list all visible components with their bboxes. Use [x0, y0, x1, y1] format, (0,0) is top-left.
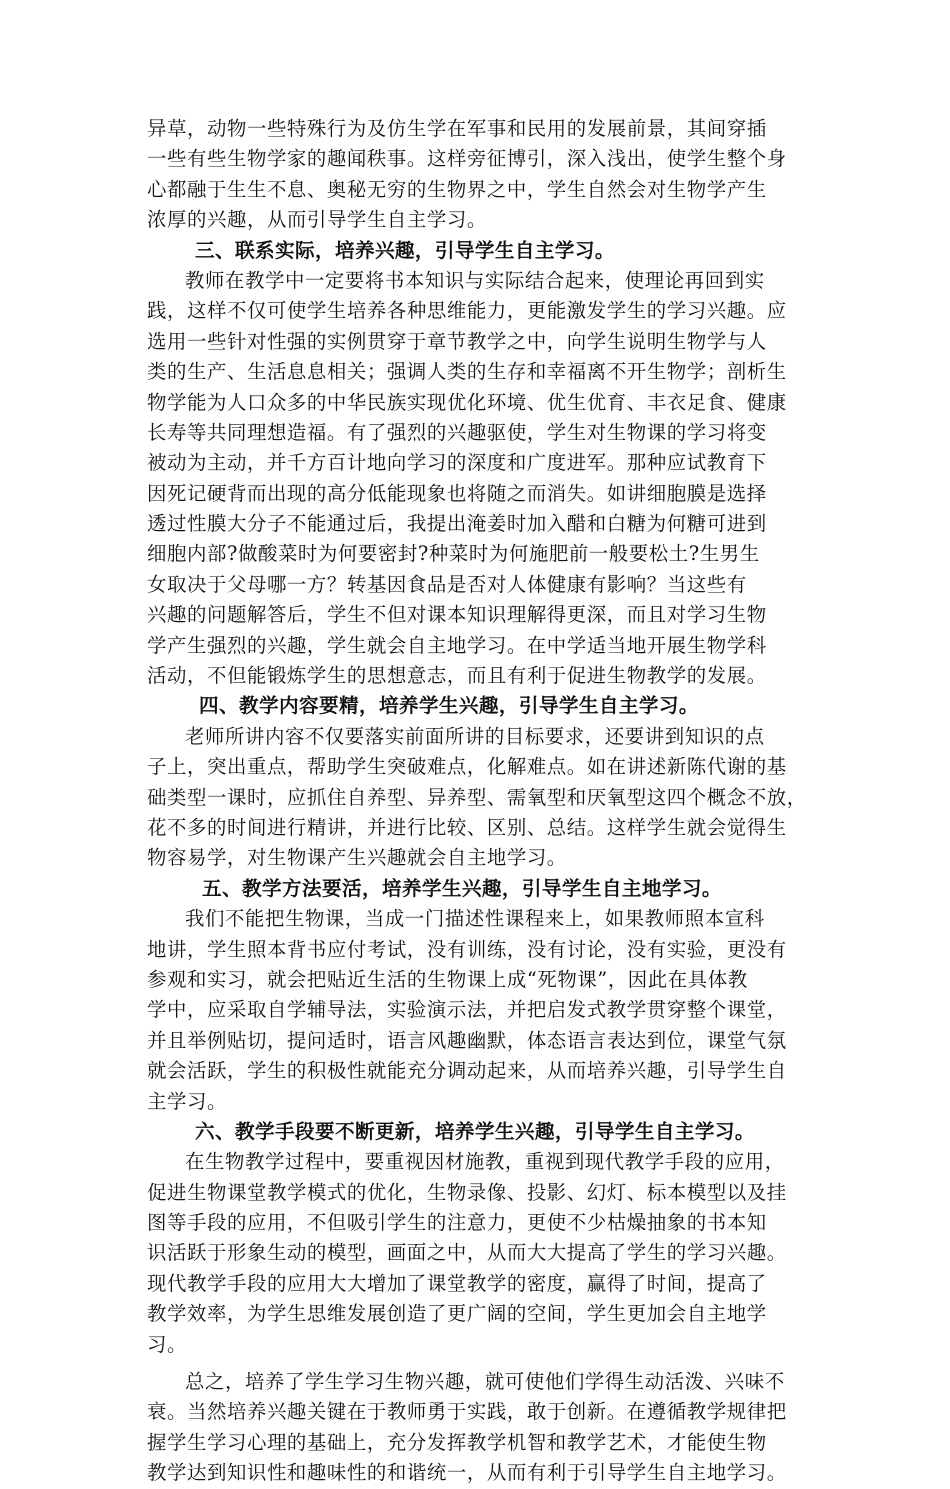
text-line: 浓厚的兴趣，从而引导学生自主学习。	[147, 208, 487, 232]
text-line: 女取决于父母哪一方？转基因食品是否对人体健康有影响？当这些有	[147, 572, 747, 596]
document-page	[147, 114, 845, 1489]
text-line: 总之，培养了学生学习生物兴趣，就可使他们学得生动活泼、兴味不	[185, 1370, 785, 1394]
text-line: 活动，不但能锻炼学生的思想意志，而且有利于促进生物教学的发展。	[147, 664, 767, 688]
paragraph-gap	[147, 1360, 845, 1367]
text-line: 础类型一课时，应抓住自养型、异养型、需氧型和厌氧型这四个概念不放，	[147, 785, 807, 809]
text-line: 细胞内部?做酸菜时为何要密封?种菜时为何施肥前一般要松土?生男生	[147, 542, 760, 566]
section-heading: 六、教学手段要不断更新，培养学生兴趣，引导学生自主学习。	[195, 1119, 755, 1143]
text-line: 习。	[147, 1332, 187, 1356]
text-line: 物容易学，对生物课产生兴趣就会自主地学习。	[147, 846, 567, 870]
text-line: 教师在教学中一定要将书本知识与实际结合起来，使理论再回到实	[185, 268, 765, 292]
text-line: 并且举例贴切，提问适时，语言风趣幽默，体态语言表达到位，课堂气氛	[147, 1028, 787, 1052]
intro-paragraph	[147, 114, 845, 236]
text-line: 因死记硬背而出现的高分低能现象也将随之而消失。如讲细胞膜是选择	[147, 481, 767, 505]
section-3	[147, 236, 845, 692]
text-line: 心都融于生生不息、奥秘无穷的生物界之中，学生自然会对生物学产生	[147, 177, 767, 201]
text-line: 子上，突出重点，帮助学生突破难点，化解难点。如在讲述新陈代谢的基	[147, 755, 787, 779]
text-line: 被动为主动，并千方百计地向学习的深度和广度进军。那种应试教育下	[147, 451, 767, 475]
text-line: 地讲，学生照本背书应付考试，没有训练，没有讨论，没有实验，更没有	[147, 937, 787, 961]
text-line: 学产生强烈的兴趣，学生就会自主地学习。在中学适当地开展生物学科	[147, 633, 767, 657]
text-line: 衰。当然培养兴趣关键在于教师勇于实践，敢于创新。在遵循教学规律把	[147, 1400, 787, 1424]
text-line: 主学习。	[147, 1089, 227, 1113]
section-6	[147, 1117, 845, 1360]
text-line: 学中，应采取自学辅导法，实验演示法，并把启发式教学贯穿整个课堂，	[147, 998, 787, 1022]
text-line: 长寿等共同理想造福。有了强烈的兴趣驱使，学生对生物课的学习将变	[147, 420, 767, 444]
text-line: 教学效率，为学生思维发展创造了更广阔的空间，学生更加会自主地学	[147, 1302, 767, 1326]
text-line: 透过性膜大分子不能通过后，我提出淹姜时加入醋和白糖为何糖可进到	[147, 512, 767, 536]
text-line: 花不多的时间进行精讲，并进行比较、区别、总结。这样学生就会觉得生	[147, 815, 787, 839]
text-line: 现代教学手段的应用大大增加了课堂教学的密度，赢得了时间，提高了	[147, 1271, 767, 1295]
text-line: 握学生学习心理的基础上，充分发挥教学机智和教学艺术，才能使生物	[147, 1430, 767, 1454]
section-heading: 三、联系实际，培养兴趣，引导学生自主学习。	[195, 238, 615, 262]
section-5	[147, 874, 845, 1117]
section-4	[147, 691, 845, 873]
text-line: 一些有些生物学家的趣闻秩事。这样旁征博引，深入浅出，使学生整个身	[147, 147, 787, 171]
text-line: 就会活跃，学生的积极性就能充分调动起来，从而培养兴趣，引导学生自	[147, 1059, 787, 1083]
text-line: 识活跃于形象生动的模型，画面之中，从而大大提高了学生的学习兴趣。	[147, 1241, 787, 1265]
text-line: 异草，动物一些特殊行为及仿生学在军事和民用的发展前景，其间穿插	[147, 117, 767, 140]
text-line: 图等手段的应用，不但吸引学生的注意力，更使不少枯燥抽象的书本知	[147, 1211, 767, 1235]
text-line: 参观和实习，就会把贴近生活的生物课上成“死物课”，因此在具体教	[147, 967, 748, 991]
text-line: 践，这样不仅可使学生培养各种思维能力，更能激发学生的学习兴趣。应	[147, 299, 787, 323]
section-heading: 五、教学方法要活，培养学生兴趣，引导学生自主地学习。	[202, 876, 722, 900]
text-line: 物学能为人口众多的中华民族实现优化环境、优生优育、丰衣足食、健康	[147, 390, 787, 414]
section-heading: 四、教学内容要精，培养学生兴趣，引导学生自主学习。	[199, 694, 699, 718]
text-line: 教学达到知识性和趣味性的和谐统一，从而有利于引导学生自主地学习。	[147, 1461, 787, 1485]
conclusion-paragraph	[147, 1367, 845, 1489]
text-line: 在生物教学过程中，要重视因材施教，重视到现代教学手段的应用，	[185, 1150, 785, 1174]
text-line: 选用一些针对性强的实例贯穿于章节教学之中，向学生说明生物学与人	[147, 329, 767, 353]
text-line: 类的生产、生活息息相关；强调人类的生存和幸福离不开生物学；剖析生	[147, 360, 787, 384]
text-line: 老师所讲内容不仅要落实前面所讲的目标要求，还要讲到知识的点	[185, 724, 765, 748]
text-line: 促进生物课堂教学模式的优化，生物录像、投影、幻灯、标本模型以及挂	[147, 1180, 787, 1204]
text-line: 我们不能把生物课，当成一门描述性课程来上，如果教师照本宣科	[185, 907, 765, 931]
text-line: 兴趣的问题解答后，学生不但对课本知识理解得更深，而且对学习生物	[147, 603, 767, 627]
